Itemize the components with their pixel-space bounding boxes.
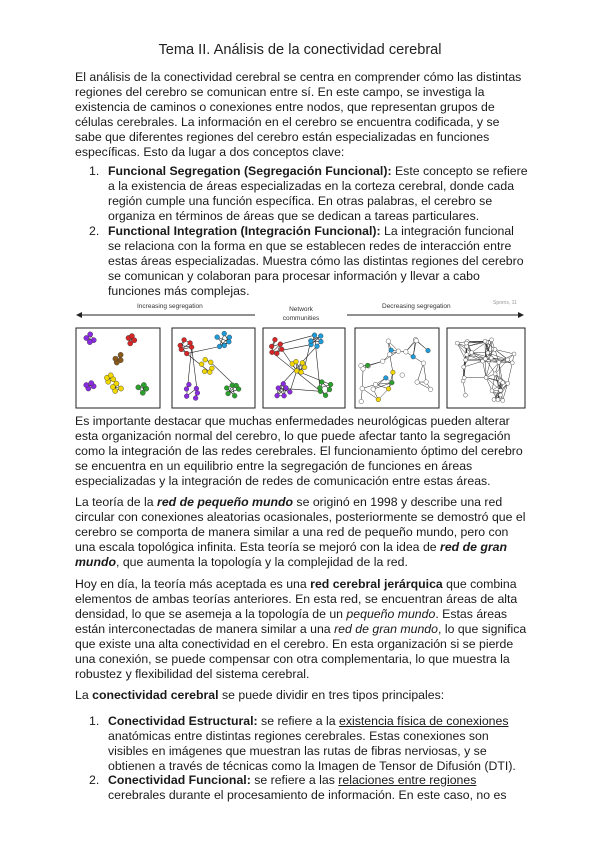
- network-node: [270, 350, 275, 355]
- list-number: 2.: [89, 224, 100, 238]
- network-node: [203, 357, 208, 362]
- network-node: [281, 381, 286, 386]
- network-node: [512, 352, 516, 356]
- network-node: [424, 380, 429, 385]
- network-node: [390, 380, 395, 385]
- concept-term: Funcional Segregation (Segregación Funcional):: [108, 164, 392, 178]
- network-node: [128, 341, 133, 346]
- network-node: [140, 390, 145, 395]
- left-label: Increasing segregation: [137, 303, 203, 310]
- network-node: [217, 344, 222, 349]
- network-node: [208, 360, 213, 365]
- network-node: [184, 387, 189, 392]
- network-node: [226, 391, 231, 396]
- network-node: [278, 342, 283, 347]
- term-large-world: red de gran mundo: [75, 540, 508, 569]
- network-node: [415, 380, 420, 385]
- network-node: [184, 351, 189, 356]
- network-node: [215, 335, 220, 340]
- network-node: [499, 388, 503, 392]
- network-node: [455, 341, 459, 345]
- center-label-2: communities: [282, 315, 320, 322]
- network-node: [391, 370, 396, 375]
- network-node: [387, 352, 392, 357]
- network-node: [483, 357, 487, 361]
- network-node: [426, 348, 431, 353]
- network-node: [184, 394, 189, 399]
- network-node: [232, 393, 237, 398]
- network-node: [464, 341, 468, 345]
- term-hierarchical: red cerebral jerárquica: [310, 577, 443, 591]
- paragraph-small-world: La teoría de la red de pequeño mundo se originó en 1998 y describe una red circular con conexiones aleatorias ocasionales, posteriormente se demostró que el cerebro se comporta de manera similar a una red de pequeño mundo, pero con una escala topológica infinita. Esta teoría se mejoró con la idea de red de gran mundo, que aumenta la topología y la complejidad de la red.: [75, 495, 526, 569]
- network-node: [484, 375, 488, 379]
- type-term: Conectividad Estructural:: [108, 714, 258, 728]
- right-label: Decreasing segregation: [382, 303, 451, 310]
- network-node: [299, 370, 304, 375]
- network-node: [490, 338, 494, 342]
- underlined-text: relaciones entre regiones: [338, 773, 477, 787]
- network-node: [308, 339, 313, 344]
- network-node: [465, 353, 469, 357]
- network-node: [113, 356, 118, 361]
- network-node: [506, 358, 510, 362]
- network-node: [411, 354, 416, 359]
- corner-label: Sporns, 11: [493, 300, 517, 306]
- network-node: [300, 360, 305, 365]
- network-node: [284, 385, 289, 390]
- network-node: [84, 382, 89, 387]
- network-node: [359, 399, 364, 404]
- network-node: [328, 382, 333, 387]
- paragraph-types-intro: La conectividad cerebral se puede dividir en tres tipos principales:: [75, 688, 445, 702]
- list-number: 1.: [89, 714, 100, 728]
- network-node: [273, 337, 278, 342]
- network-node: [226, 339, 231, 344]
- network-node: [275, 393, 280, 398]
- network-node: [371, 387, 376, 392]
- page-title: Tema II. Análisis de la conectividad cerebral: [158, 42, 442, 58]
- network-node: [129, 333, 134, 338]
- network-node: [421, 361, 426, 366]
- network-node: [269, 344, 274, 349]
- network-node: [279, 347, 284, 352]
- network-node: [496, 398, 500, 402]
- network-node: [202, 369, 207, 374]
- network-node: [380, 359, 385, 364]
- network-node: [470, 351, 474, 355]
- network-node: [319, 380, 324, 385]
- network-node: [486, 351, 490, 355]
- network-node: [294, 368, 299, 373]
- network-node: [114, 381, 119, 386]
- term-small-world: red de pequeño mundo: [157, 495, 293, 509]
- network-node: [365, 363, 370, 368]
- concept-text: Este concepto se refiere a la existencia de áreas especializadas en la corteza cerebral, donde cada región cumple una función específica. En otras palabras, el cerebro se organiza en términos de áreas que se dedican a tareas particulares.: [108, 164, 528, 223]
- network-node: [510, 361, 514, 365]
- term-connectivity: conectividad cerebral: [92, 688, 219, 702]
- type-term: Conectividad Funcional:: [108, 773, 251, 787]
- network-node: [188, 341, 193, 346]
- network-node: [108, 373, 113, 378]
- network-node: [182, 337, 187, 342]
- network-node: [396, 349, 401, 354]
- network-node: [501, 398, 505, 402]
- network-node: [414, 338, 419, 343]
- network-node: [400, 373, 405, 378]
- list-number: 2.: [89, 773, 100, 787]
- center-label-1: Network: [289, 306, 313, 313]
- network-node: [386, 339, 391, 344]
- network-node: [294, 359, 299, 364]
- network-node: [207, 370, 212, 375]
- network-node: [360, 386, 365, 391]
- network-node: [483, 339, 487, 343]
- network-node: [178, 343, 183, 348]
- concept-term: Functional Integration (Integración Funcional):: [108, 224, 381, 238]
- network-node: [199, 362, 204, 367]
- list-number: 1.: [89, 164, 100, 178]
- network-segregation-figure: [75, 295, 527, 410]
- network-node: [386, 386, 391, 391]
- network-node: [463, 393, 467, 397]
- network-node: [282, 393, 287, 398]
- network-node: [319, 339, 324, 344]
- network-node: [376, 397, 381, 402]
- network-node: [361, 366, 366, 371]
- network-node: [222, 331, 227, 336]
- underlined-text: existencia física de conexiones: [338, 714, 509, 728]
- network-node: [141, 382, 146, 387]
- network-node: [499, 393, 503, 397]
- network-node: [224, 386, 229, 391]
- network-node: [464, 358, 468, 362]
- network-node: [462, 365, 466, 369]
- network-node: [317, 385, 322, 390]
- network-node: [506, 381, 510, 385]
- network-node: [136, 385, 141, 390]
- network-node: [302, 365, 307, 370]
- network-node: [373, 382, 378, 387]
- network-node: [323, 393, 328, 398]
- network-node: [222, 343, 227, 348]
- network-node: [118, 386, 123, 391]
- network-node: [489, 356, 493, 360]
- network-node: [118, 352, 123, 357]
- network-node: [276, 386, 281, 391]
- network-node: [227, 335, 232, 340]
- network-node: [384, 376, 389, 381]
- network-node: [490, 389, 494, 393]
- network-node: [274, 351, 279, 356]
- network-node: [186, 382, 191, 387]
- network-node: [287, 390, 292, 395]
- network-node: [234, 383, 239, 388]
- network-node: [194, 386, 199, 391]
- paragraph-disorders: Es importante destacar que muchas enfermedades neurológicas pueden alterar esta organización normal del cerebro, lo que puede afectar tanto la segregación como la integración de las redes cerebrales. El funcionamiento óptimo del cerebro se encuentra en un equilibrio entre la segregación de funciones en áreas especializadas y la integración de redes de comunicación entre estas áreas.: [75, 414, 523, 488]
- network-node: [89, 380, 94, 385]
- intro-paragraph: El análisis de la conectividad cerebral se centra en comprender cómo las distintas regiones del cerebro se comunican entre sí. En este campo, se investiga la existencia de caminos o conexiones entre nodos, que representan grupos de células cerebrales. La información en el cerebro se encuentra codificada, y se sabe que diferentes regiones del cerebro están especializadas en funciones específicas. Esto da lugar a dos conceptos clave:: [75, 70, 522, 159]
- document-page: Tema II. Análisis de la conectividad cerebral El análisis de la conectividad cerebral se centra en comprender cómo las distintas regiones del cerebro se comunican entre sí. En este campo, se investiga la existencia de caminos o conexiones entre nodos, que representan grupos de células cerebrales. La información en el cerebro se encuentra codificada, y se sabe que diferentes regiones del cerebro están especializadas en funciones específicas. Esto da lugar a dos conceptos clave: 1. Funcional Segregation (Segregación Funcional): Este concepto se refiere a la existencia de áreas especializadas en la corteza cerebral, donde cada región cumple una función específica. En otras palabras, el cerebro se organiza en términos de áreas que se dedican a tareas particulares. 2. Functional Integration (Integración Funcional): La integración funcional se relaciona con la forma en que se establecen redes de interacción entre estas áreas especializadas. Muestra cómo las distintas regiones del cerebro se comunican y colaboran para procesar información y llevar a cabo funciones más complejas. Increasing segregation Network communities Decreasing segregation Sporns, 11 Es importante destacar que muchas enfermedades neurológicas pueden alterar esta organización normal del cerebro, lo que puede afectar tanto la segregación como la integración de las redes cerebrales. El funcionamiento óptimo del cerebro se encuentra en un equilibrio entre la segregación de funciones en áreas especializadas y la integración de redes de comunicación entre estas áreas. La teoría de la red de pequeño mundo se originó en 1998 y describe una red circular con conexiones aleatorias ocasionales, posteriormente se demostró que el cerebro se comporta de manera similar a una red de pequeño mundo, pero con una escala topológica infinita. Esta teoría se mejoró con la idea de red de gran mundo, que aumenta la topología y la complejidad de la red. Hoy en día, la teoría más aceptada es una red cerebral jerárquica que combina elementos de ambas teorías anteriores. En esta red, se encuentran áreas de alta densidad, lo que se asemeja a la topología de un pequeño mundo. Estas áreas están interconectadas de manera similar a una red de gran mundo, lo que significa que existe una alta conectividad en el cerebro. En esta organización si se pierde una conexión, se puede compensar con otra complementaria, lo que muestra la robustez y flexibilidad del sistema cerebral. La conectividad cerebral se puede dividir en tres tipos principales: 1. Conectividad Estructural: se refiere a la existencia física de conexiones anatómicas entre distintas regiones cerebrales. Estas conexiones son visibles en imágenes que muestran las rutas de fibras nerviosas, y se obtienen a través de técnicas como la Imagen de Tensor de Difusión (DTI). 2. Conectividad Funcional: se refiere a las relaciones entre regiones cerebrales durante el procesamiento de información. En este caso, no es: [0, 0, 600, 848]
- network-node: [312, 333, 317, 338]
- network-node: [404, 350, 409, 355]
- network-node: [193, 396, 198, 401]
- network-node: [315, 344, 320, 349]
- network-node: [492, 398, 496, 402]
- concept-text: La integración funcional se relaciona con la forma en que se establecen redes de interacción entre estas áreas especializadas. Muestra cómo las distintas regiones del cerebro se comunican y colaboran para procesar información y llevar a cabo funciones más complejas.: [108, 224, 524, 298]
- network-node: [88, 332, 93, 337]
- network-node: [493, 347, 497, 351]
- network-node: [493, 372, 497, 376]
- network-node: [462, 376, 466, 380]
- paragraph-hierarchical: Hoy en día, la teoría más aceptada es una red cerebral jerárquica que combina elementos de ambas teorías anteriores. En esta red, se encuentran áreas de alta densidad, lo que se asemeja a la topología de un pequeño mundo. Estas áreas están interconectadas de manera similar a una red de gran mundo, lo que significa que existe una alta conectividad en el cerebro. En esta organización si se pierde una conexión, se puede compensar con otra complementaria, lo que muestra la robustez y flexibilidad del sistema cerebral.: [75, 577, 527, 681]
- network-node: [501, 381, 505, 385]
- network-node: [327, 387, 332, 392]
- network-node: [318, 334, 323, 339]
- network-node: [195, 391, 200, 396]
- network-node: [428, 387, 433, 392]
- network-node: [497, 360, 501, 364]
